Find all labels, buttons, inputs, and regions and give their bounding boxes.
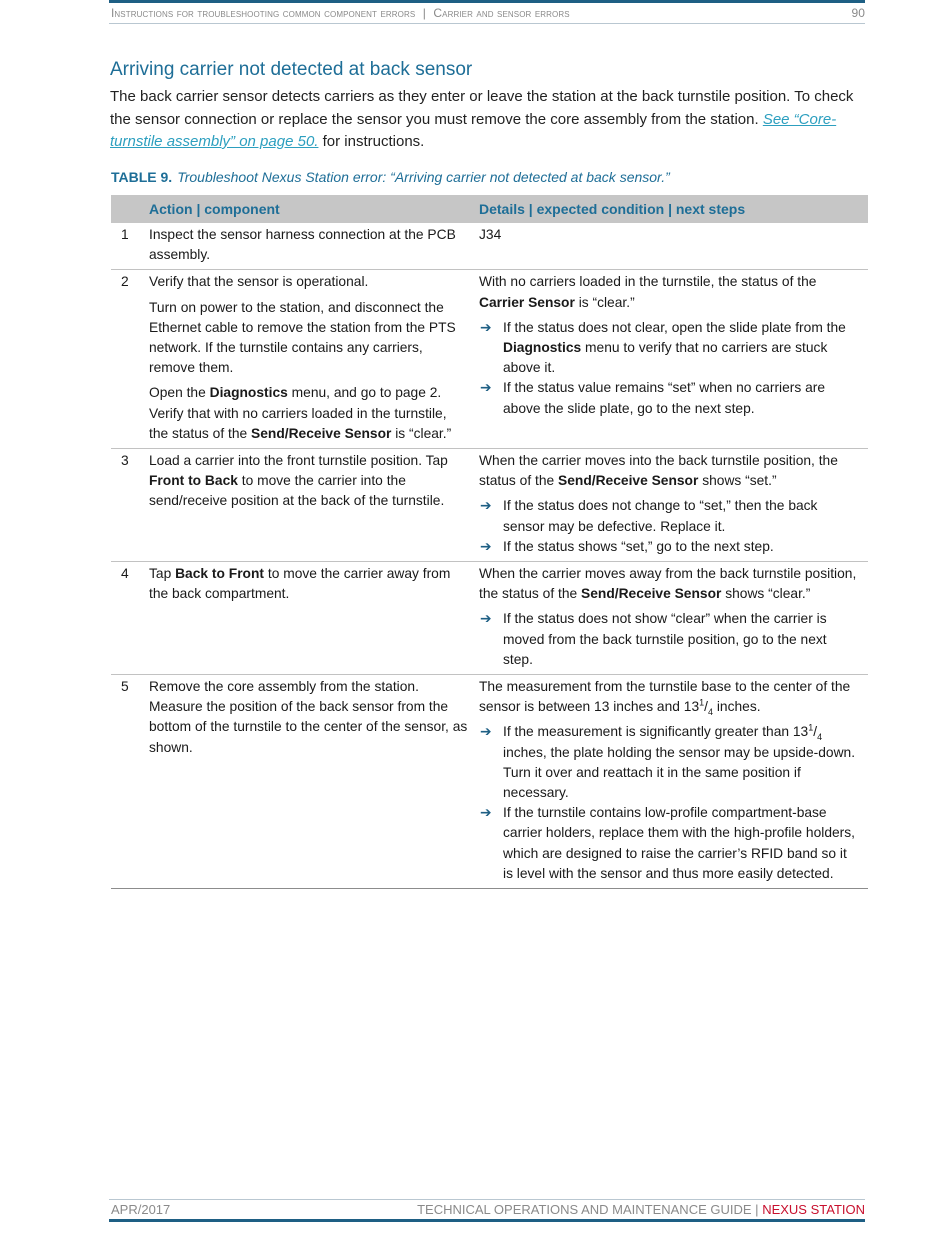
troubleshoot-table [111,195,868,889]
table-row [111,270,868,449]
action-cell [149,270,479,449]
header-separator: | [422,6,426,20]
ui-term: Send/Receive Sensor [558,473,699,489]
details-text: J34 [479,227,502,242]
list-item [479,803,860,884]
text-run: If the status does not clear, open the slide plate from the [503,319,846,335]
text-run: shows “clear.” [725,586,811,602]
footer-title [417,1202,865,1217]
details-text [479,564,860,604]
details-cell [479,270,868,449]
next-steps-list [479,496,860,557]
header-num-cell [111,195,149,223]
list-item [479,496,860,536]
next-steps-list [479,609,860,670]
list-item [479,378,860,418]
text-run: If the status value remains “set” when no carriers are above the slide plate, go to the next step. [503,380,826,416]
details-cell [479,562,868,675]
text-run: Open the [149,385,206,401]
fraction-slash: / [704,699,708,715]
text-run: If the measurement is significantly greater than 13 [503,724,809,740]
step-number: 4 [111,562,149,675]
action-cell [149,449,479,562]
running-footer [111,1202,865,1217]
running-header [111,6,865,20]
intro-tail: for instructions. [322,133,425,150]
header-chapter: Instructions for troubleshooting common component errors [111,6,416,20]
text-run: Tap [149,566,172,582]
table-caption-text: Troubleshoot Nexus Station error: “Arriving carrier not detected at back sensor.” [177,169,670,185]
ui-term: Diagnostics [209,385,288,401]
text-run: When the carrier moves into the back turnstile position, the status of the [479,453,838,489]
section-title: Arriving carrier not detected at back sensor [110,59,473,80]
text-run: inches. [716,699,761,715]
next-steps-list [479,318,860,419]
ui-term: Diagnostics [503,340,582,356]
text-run: is “clear.” [395,425,452,441]
ui-term: Send/Receive Sensor [251,425,392,441]
footer-separator: | [755,1202,759,1217]
table-row [111,449,868,562]
action-text [149,383,469,444]
ui-term: Back to Front [175,566,265,582]
details-text [479,451,860,491]
table-row [111,562,868,675]
text-run: If the turnstile contains low-profile compartment-base carrier holders, replace them with the high-profile holders, which are designed to raise the carrier’s RFID band so it is level with the sensor and thus more easily detected. [503,805,855,881]
details-text [479,677,860,717]
list-item [479,722,860,803]
step-number: 2 [111,270,149,449]
header-section: Carrier and sensor errors [433,6,570,20]
text-run: to move the carrier away from the back compartment. [149,566,451,602]
arrow-right-icon: ➔ [480,498,492,514]
text-run: When the carrier moves away from the back turnstile position, the status of the [479,566,857,602]
arrow-right-icon: ➔ [480,538,492,554]
fraction-denominator: 4 [817,732,823,743]
header-rule [109,23,865,24]
action-text: Verify that the sensor is operational. [149,274,369,290]
header-top-rule [109,0,865,3]
details-cell [479,449,868,562]
action-cell [149,223,479,270]
action-cell [149,675,479,889]
arrow-right-icon: ➔ [480,724,492,740]
header-details: Details | expected condition | next steps [479,195,868,223]
page-number: 90 [851,6,865,20]
ui-term: Send/Receive Sensor [581,586,722,602]
action-cell [149,562,479,675]
intro-text: The back carrier sensor detects carriers as they enter or leave the station at the back turnstile position. To check the sensor connection or replace the sensor you must remove the core assembly from the station. [110,88,854,128]
details-cell [479,675,868,889]
text-run: The measurement from the turnstile base to the center of the sensor is between 13 inches and 13 [479,679,851,715]
list-item [479,537,860,557]
details-cell [479,223,868,270]
text-run: inches, the plate holding the sensor may be upside-down. Turn it over and reattach it in the same position if necessary. [503,744,856,801]
text-run: With no carriers loaded in the turnstile, the status of the [479,274,817,290]
footer-product: NEXUS STATION [762,1202,865,1217]
action-text [149,451,469,512]
details-text [479,272,860,312]
text-run: to move the carrier into the send/receive position at the back of the turnstile. [149,473,445,509]
text-run: Load a carrier into the front turnstile position. Tap [149,453,448,469]
table-row [111,675,868,889]
intro-paragraph [110,86,866,154]
step-number: 5 [111,675,149,889]
list-item [479,609,860,670]
step-number: 1 [111,223,149,270]
step-number: 3 [111,449,149,562]
action-text [149,564,469,604]
text-run: is “clear.” [578,294,635,310]
text-run: If the status shows “set,” go to the next step. [503,538,774,554]
ui-term: Carrier Sensor [479,294,575,310]
footer-bottom-rule [109,1219,865,1222]
fraction-denominator: 4 [708,707,714,718]
footer-date: APR/2017 [111,1202,171,1217]
running-header-title [111,6,570,20]
text-run: If the status does not show “clear” when the carrier is moved from the back turnstile position, go to the next step. [503,611,827,667]
arrow-right-icon: ➔ [480,805,492,821]
list-item [479,318,860,379]
ui-term: Front to Back [149,473,238,489]
cross-reference-link[interactable]: See “Core-turnstile assembly” on page 50. [110,110,837,150]
footer-guide: TECHNICAL OPERATIONS AND MAINTENANCE GUIDE [417,1202,752,1217]
fraction-numerator: 1 [699,697,705,708]
footer-rule [109,1199,865,1200]
action-text: Inspect the sensor harness connection at the PCB assembly. [149,227,456,263]
arrow-right-icon: ➔ [480,380,492,396]
table-caption [111,169,670,185]
action-text: Turn on power to the station, and disconnect the Ethernet cable to remove the station from the PTS network. If the turnstile contains any carriers, remove them. [149,299,456,376]
text-run: If the status does not change to “set,” then the back sensor may be defective. Replace it. [503,498,818,534]
text-run: menu to verify that no carriers are stuck above it. [503,340,828,376]
fraction-slash: / [813,724,818,740]
text-run: menu, and go to page 2. Verify that with no carriers loaded in the turnstile, the status of the [149,385,447,441]
header-action: Action | component [149,195,479,223]
table-header-row [111,195,868,223]
arrow-right-icon: ➔ [480,611,492,627]
table-row [111,223,868,270]
next-steps-list [479,722,860,884]
table-caption-label: TABLE 9. [111,169,173,185]
text-run: shows “set.” [702,473,777,489]
action-text: Remove the core assembly from the station. Measure the position of the back sensor from the bottom of the turnstile to the center of the sensor, as shown. [149,679,468,755]
fraction-numerator: 1 [808,722,814,733]
arrow-right-icon: ➔ [480,319,492,335]
